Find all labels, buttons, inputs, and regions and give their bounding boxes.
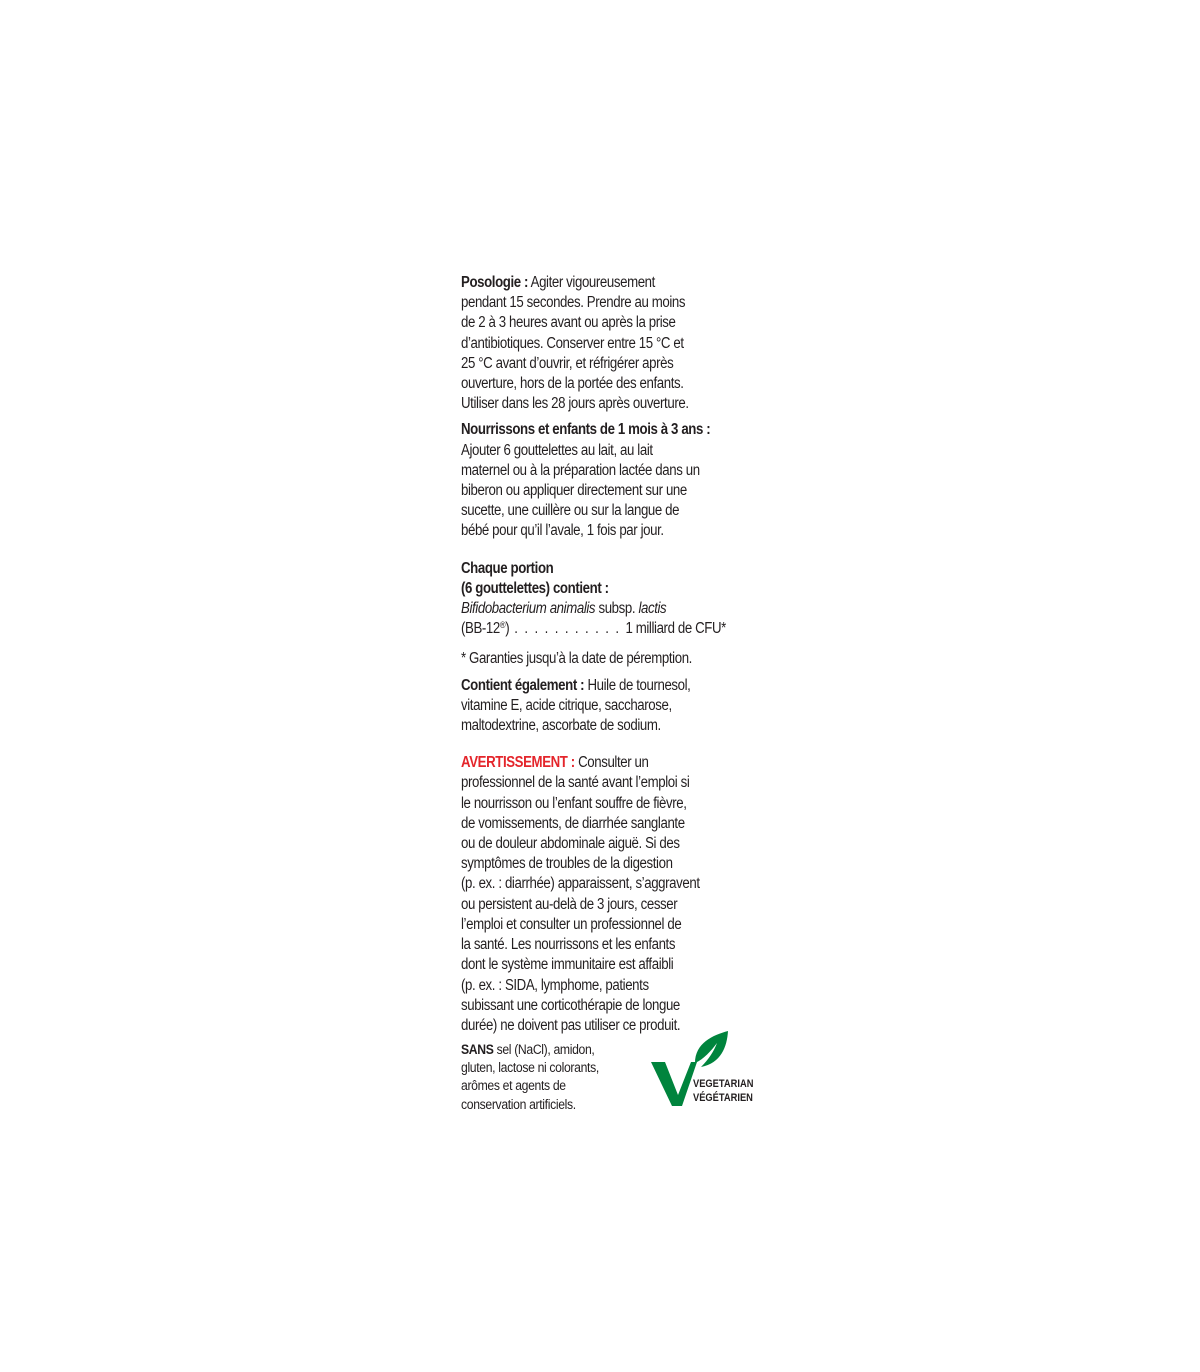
label-text-panel bbox=[461, 273, 758, 1036]
warning-line: de vomissements, de diarrhée sanglante bbox=[461, 814, 685, 832]
infants-line: sucette, une cuillère ou sur la langue de bbox=[461, 502, 680, 520]
registered-mark: ® bbox=[499, 620, 506, 631]
warning-line: le nourrisson ou l’enfant souffre de fièvre, bbox=[461, 794, 687, 812]
infants-line: Ajouter 6 gouttelettes au lait, au lait bbox=[461, 441, 653, 459]
warning-line: (p. ex. : SIDA, lymphome, patients bbox=[461, 976, 649, 994]
free-from-line: conservation artificiels. bbox=[461, 1096, 576, 1113]
cfu-amount: 1 milliard de CFU* bbox=[625, 620, 726, 638]
v-shape bbox=[651, 1062, 697, 1106]
subsp-name: lactis bbox=[638, 600, 667, 618]
dosage-line: Agiter vigoureusement bbox=[528, 274, 655, 291]
free-from-statement bbox=[461, 1041, 646, 1114]
also-contains-line: Huile de tournesol, bbox=[584, 676, 691, 694]
vegetarian-label bbox=[693, 1077, 753, 1105]
also-contains-line: vitamine E, acide citrique, saccharose, bbox=[461, 696, 672, 714]
dosage-section bbox=[461, 273, 758, 414]
warning-heading: AVERTISSEMENT : bbox=[461, 754, 575, 772]
free-from-line: sel (NaCl), amidon, bbox=[493, 1042, 595, 1058]
leader-dots: . . . . . . . . . . . bbox=[509, 620, 626, 638]
infants-line: maternel ou à la préparation lactée dans un bbox=[461, 461, 700, 479]
warning-line: dont le système immunitaire est affaibli bbox=[461, 956, 674, 974]
free-from-line: arômes et agents de bbox=[461, 1078, 566, 1095]
warning-line: l’emploi et consulter un professionnel de bbox=[461, 915, 682, 933]
dosage-line: Utiliser dans les 28 jours après ouverture. bbox=[461, 395, 689, 413]
vegetarian-en: VEGETARIAN bbox=[693, 1078, 754, 1090]
free-from-heading: SANS bbox=[461, 1042, 494, 1058]
serving-heading-line1: Chaque portion bbox=[461, 559, 554, 577]
free-from-line: gluten, lactose ni colorants, bbox=[461, 1060, 599, 1077]
infants-line: biberon ou appliquer directement sur une bbox=[461, 482, 687, 500]
warning-line: (p. ex. : diarrhée) apparaissent, s’aggravent bbox=[461, 875, 700, 893]
serving-section bbox=[461, 559, 758, 640]
strain-line bbox=[461, 619, 758, 639]
dosage-line: pendant 15 secondes. Prendre au moins bbox=[461, 294, 686, 312]
species-line bbox=[461, 599, 758, 619]
warning-line: ou persistent au-delà de 3 jours, cesser bbox=[461, 895, 678, 913]
warning-section bbox=[461, 753, 758, 1036]
also-contains-section bbox=[461, 676, 758, 737]
leaf-shape bbox=[695, 1031, 728, 1067]
strain-prefix: (BB-12 bbox=[461, 620, 500, 638]
dosage-line: 25 °C avant d’ouvrir, et réfrigérer après bbox=[461, 354, 674, 372]
also-contains-line: maltodextrine, ascorbate de sodium. bbox=[461, 717, 661, 735]
warning-line: durée) ne doivent pas utiliser ce produit. bbox=[461, 1016, 681, 1034]
warning-line: ou de douleur abdominale aiguë. Si des bbox=[461, 835, 680, 853]
subsp-text: subsp. bbox=[595, 600, 639, 618]
warning-line: professionnel de la santé avant l’emploi si bbox=[461, 774, 690, 792]
infants-section bbox=[461, 420, 758, 541]
infants-heading: Nourrissons et enfants de 1 mois à 3 ans : bbox=[461, 421, 711, 439]
vegetarian-fr: VÉGÉTARIEN bbox=[693, 1092, 753, 1104]
strain-suffix: ) bbox=[505, 620, 510, 638]
also-contains-heading: Contient également : bbox=[461, 676, 585, 694]
species-name: Bifidobacterium animalis bbox=[461, 600, 596, 618]
dosage-line: ouverture, hors de la portée des enfants. bbox=[461, 375, 684, 393]
guarantee-text: * Garanties jusqu’à la date de péremption. bbox=[461, 650, 692, 668]
warning-line: symptômes de troubles de la digestion bbox=[461, 855, 673, 873]
warning-line: la santé. Les nourrissons et les enfants bbox=[461, 936, 676, 954]
label-footer bbox=[461, 1041, 821, 1121]
dosage-line: de 2 à 3 heures avant ou après la prise bbox=[461, 314, 676, 332]
dosage-heading: Posologie : bbox=[461, 274, 529, 291]
warning-line: Consulter un bbox=[574, 754, 649, 772]
dosage-line: d’antibiotiques. Conserver entre 15 °C et bbox=[461, 334, 684, 352]
serving-heading-line2: (6 gouttelettes) contient : bbox=[461, 579, 609, 597]
warning-line: subissant une corticothérapie de longue bbox=[461, 996, 680, 1014]
infants-line: bébé pour qu’il l’avale, 1 fois par jour. bbox=[461, 522, 664, 540]
guarantee-note bbox=[461, 649, 758, 669]
